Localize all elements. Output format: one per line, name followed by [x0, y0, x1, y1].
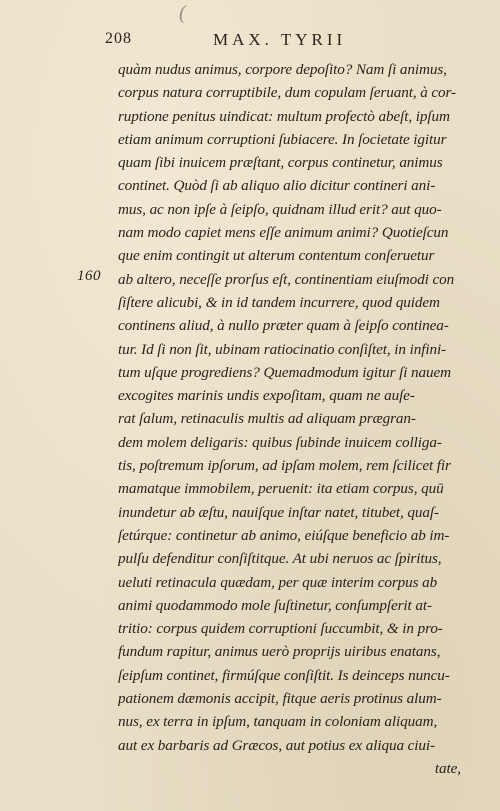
text-line: pationem dæmonis accipit, fitque aeris protinus alum-	[118, 690, 442, 708]
text-line: etiam animum corruptioni ſubiacere. In ſocietate igitur	[118, 130, 447, 148]
text-line: pulſu defenditur conſiſtitque. At ubi neruos ac ſpiritus,	[118, 550, 442, 568]
text-line: fundum rapitur, animus uerò proprijs uiribus enatans,	[118, 643, 441, 661]
catchword-line: tate,	[434, 759, 461, 777]
text-line: ſiſtere alicubi, & in id tandem incurrere, quod quidem	[118, 293, 440, 311]
margin-number: 160	[77, 268, 101, 284]
text-line: tis, poſtremum ipſorum, ad ipſam molem, rem ſcilicet fir	[118, 457, 451, 475]
text-line: ab altero, neceſſe prorſus eſt, continentiam eiuſmodi con	[118, 270, 455, 288]
text-line: ſeipſum continet, firmúſque conſiſtit. Is deinceps nuncu-	[118, 666, 450, 684]
text-line: continet. Quòd ſi ab aliquo alio dicitur contineri ani-	[118, 177, 436, 195]
page-number: 208	[105, 30, 132, 47]
text-line: excogites marinis undis expoſitam, quam ne auſe-	[118, 387, 415, 405]
text-line: quam ſibi inuicem præſtant, corpus continetur, animus	[118, 154, 443, 172]
text-line: continens aliud, à nullo præter quam à ſeipſo continea-	[118, 317, 449, 335]
text-line: quàm nudus animus, corpore depoſito? Nam ſi animus,	[118, 61, 447, 78]
text-line: nus, ex terra in ipſum, tanquam in coloniam aliquam,	[118, 713, 438, 731]
text-line: ſetúrque: continetur ab animo, eiúſque beneficio ab im-	[118, 526, 450, 544]
text-line: ruptione penitus uindicat: multum profectò abeſt, ipſum	[118, 107, 450, 125]
body-text	[118, 58, 473, 780]
text-line: mamatque immobilem, peruenit: ita etiam corpus, quū	[118, 480, 444, 498]
running-head: MAX. TYRII	[213, 30, 347, 49]
corner-mark: (	[179, 2, 186, 24]
text-line: aut ex barbaris ad Græcos, aut potius ex aliqua ciui-	[118, 736, 435, 754]
text-line: tritio: corpus quidem corruptioni ſuccumbit, & in pro-	[118, 620, 443, 638]
text-line: animi quodammodo mole ſuſtinetur, conſumpſerit at-	[118, 596, 432, 614]
text-line: dem molem deligaris: quibus ſubinde inuicem colliga-	[118, 433, 442, 451]
text-line: que enim contingit ut alterum contentum conſeruetur	[118, 247, 435, 265]
text-line: nam modo capiet mens eſſe animum animi? Quotieſcun	[118, 224, 449, 242]
page-header	[105, 30, 465, 52]
text-line: corpus natura corruptibile, dum copulam ſeruant, à cor-	[118, 84, 456, 102]
text-line: tum uſque progrediens? Quemadmodum igitur ſi nauem	[118, 363, 452, 381]
text-line: inundetur ab æſtu, nauiſque inſtar natet, titubet, quaſ-	[118, 503, 439, 521]
text-line: rat ſalum, retinaculis multis ad aliquam prægran-	[118, 410, 416, 428]
text-line: tur. Id ſi non ſit, ubinam ratiocinatio conſiſtet, in infini-	[118, 340, 447, 358]
text-line: mus, ac non ipſe à ſeipſo, quidnam illud erit? aut quo-	[118, 200, 442, 218]
text-line: ueluti retinacula quædam, per quæ interim corpus ab	[118, 573, 438, 591]
